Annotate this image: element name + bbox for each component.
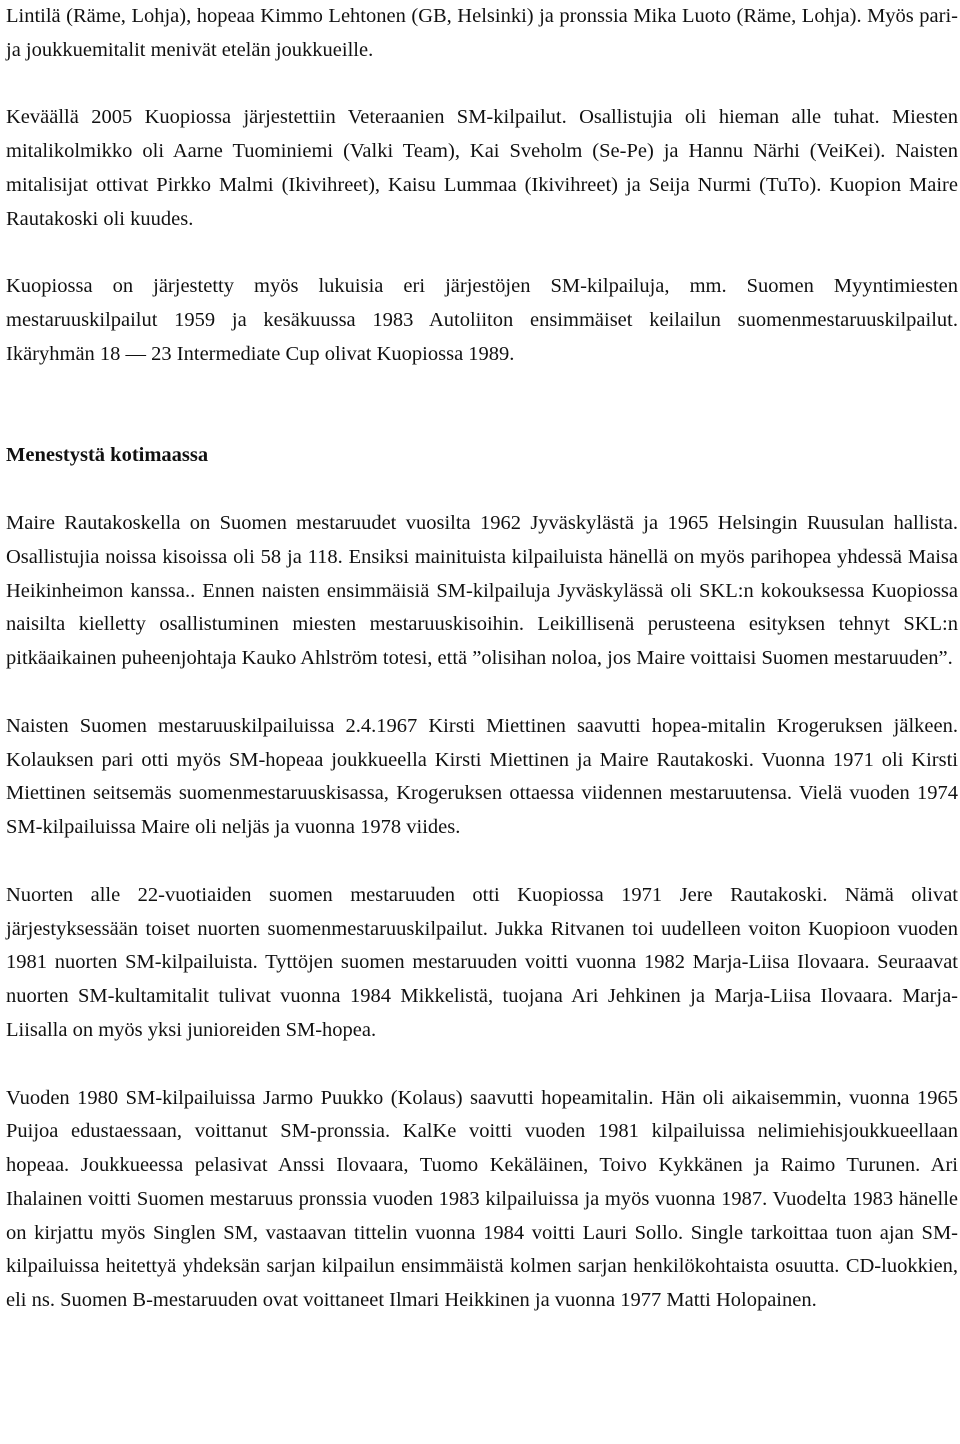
paragraph-spacer [6, 237, 958, 271]
paragraph-other-championships: Kuopiossa on järjestetty myös lukuisia eri järjestöjen SM-kilpailuja, mm. Suomen Myyntimiesten mestaruuskilpailut 1959 ja kesäkuussa 1983 Autoliiton ensimmäiset keilailun suomenmestaruuskilpailut. Ikäryhmän 18 — 23 Intermediate Cup olivat Kuopiossa 1989. [6, 275, 958, 365]
paragraph-spacer [6, 68, 958, 102]
paragraph-medalists-continued: Lintilä (Räme, Lohja), hopeaa Kimmo Lehtonen (GB, Helsinki) ja pronssia Mika Luoto (Räme, Lohja). Myös pari- ja joukkuemitalit menivät etelän joukkueille. [6, 5, 958, 61]
paragraph-spacer [6, 676, 958, 710]
paragraph-spacer [6, 1048, 958, 1082]
paragraph-spacer [6, 845, 958, 879]
section-heading: Menestystä kotimaassa [6, 444, 209, 467]
paragraph-spacer [6, 372, 958, 406]
paragraph-veterans-championship: Keväällä 2005 Kuopiossa järjestettiin Veteraanien SM-kilpailut. Osallistujia oli hieman alle tuhat. Miesten mitalikolmikko oli Aarne Tuominiemi (Valki Team), Kai Sveholm (Se-Pe) ja Hannu Närhi (VeiKei). Naisten mitalisijat ottivat Pirkko Malmi (Ikivihreet), Kaisu Lummaa (Ikivihreet) ja Seija Nurmi (TuTo). Kuopion Maire Rautakoski oli kuudes. [6, 106, 958, 230]
paragraph-maire-rautakoski: Maire Rautakoskella on Suomen mestaruudet vuosilta 1962 Jyväskylästä ja 1965 Helsingin Ruusulan hallista. Osallistujia noissa kisoissa oli 58 ja 118. Ensiksi mainituista kilpailuista hänellä on myös parihopea yhdessä Maisa Heikinheimon kanssa.. Ennen naisten ensimmäisiä SM-kilpailuja Jyväskylässä oli SKL:n kokouksessa Kuopiossa naisilta kielletty osallistuminen miesten mestaruuskisoihin. Leikillisenä perusteena esityksen tehnyt SKL:n pitkäaikainen puheenjohtaja Kauko Ahlström totesi, että ”olisihan noloa, jos Maire voittaisi Suomen mestaruuden”. [6, 511, 958, 670]
paragraph-spacer [6, 406, 958, 440]
paragraph-womens-championships: Naisten Suomen mestaruuskilpailuissa 2.4.1967 Kirsti Miettinen saavutti hopea-mitalin Krogeruksen jälkeen. Kolauksen pari otti myös SM-hopeaa joukkueella Kirsti Miettinen ja Maire Rautakoski. Vuonna 1971 oli Kirsti Miettinen seitsemäs suomenmestaruuskisassa, Krogeruksen ottaessa viidennen mestaruutensa. Vielä vuoden 1974 SM-kilpailuissa Maire oli neljäs ja vuonna 1978 viides. [6, 714, 958, 839]
paragraph-spacer [6, 473, 958, 507]
paragraph-youth-championships: Nuorten alle 22-vuotiaiden suomen mestaruuden otti Kuopiossa 1971 Jere Rautakoski. Nämä olivat järjestyksessään toiset nuorten suomenmestaruuskilpailut. Jukka Ritvanen toi uudelleen voiton Kuopioon vuoden 1981 nuorten SM-kilpailuista. Tyttöjen suomen mestaruuden voitti vuonna 1982 Marja-Liisa Ilovaara. Seuraavat nuorten SM-kultamitalit tulivat vuonna 1984 Mikkelistä, tuojana Ari Jehkinen ja Marja-Liisa Ilovaara. Marja-Liisalla on myös yksi junioreiden SM-hopea. [6, 883, 958, 1041]
paragraph-1980s-results: Vuoden 1980 SM-kilpailuissa Jarmo Puukko (Kolaus) saavutti hopeamitalin. Hän oli aikaisemmin, vuonna 1965 Puijoa edustaessaan, voittanut SM-pronssia. KalKe voitti vuoden 1981 kilpailuissa nelimiehisjoukkueellaan hopeaa. Joukkueessa pelasivat Anssi Ilovaara, Tuomo Kekäläinen, Toivo Kykkänen ja Raimo Turunen. Ari Ihalainen voitti Suomen mestaruus pronssia vuoden 1983 kilpailuissa ja myös vuonna 1987. Vuodelta 1983 hänelle on kirjattu myös Singlen SM, vastaavan tittelin vuonna 1984 voitti Lauri Sollo. Single tarkoittaa tuon ajan SM-kilpailuissa heitettyä yhdeksän sarjan kilpailun ensimmäistä kolmen sarjan henkilökohtaista osuutta. CD-luokkien, eli ns. Suomen B-mestaruuden ovat voittaneet Ilmari Heikkinen ja vuonna 1977 Matti Holopainen. [6, 1086, 958, 1312]
